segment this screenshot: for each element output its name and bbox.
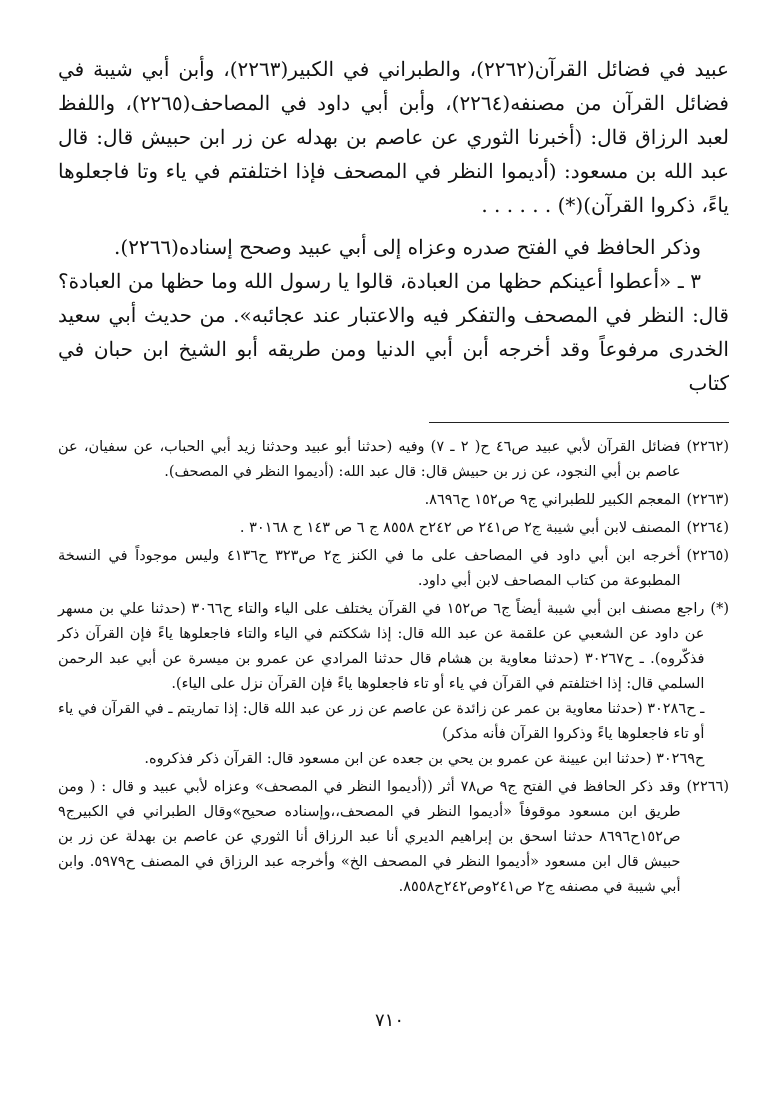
footnote-line: فضائل القرآن لأبي عبيد ص٤٦ ح( ٢ ـ ٧) وفيه (حدثنا أبو عبيد وحدثنا زيد أبي الحباب، عن سفيان، عن عاصم بن أبي النجود، عن زر بن حبيش قال: قال عبد الله: (أديموا النظر في المصحف). [58,439,681,480]
footnote-line: أخرجه ابن أبي داود في المصاحف على ما في الكنز ج٢ ص٣٢٣ ح٤١٣٦ وليس موجوداً في النسخة المطبوعة من كتاب المصاحف لابن أبي داود. [58,548,681,589]
footnote-number: (٢٢٦٤) [686,520,729,536]
footnote [58,435,729,485]
main-paragraph-3: ٣ ـ «أعطوا أعينكم حظها من العبادة، قالوا يا رسول الله وما حظها من العبادة؟ قال: النظر في المصحف والتفكر فيه والاعتبار عند عجائبه». من حديث أبي سعيد الخدرى مرفوعاً وقد أخرجه أبن أبي الدنيا ومن طريقه أبو الشيخ ابن حبان في كتاب [58,269,729,395]
footnote [58,488,729,513]
footnote-number: (*) [710,601,729,617]
footnotes [58,435,729,900]
footnote-number: (٢٢٦٦) [686,779,729,795]
paragraph-1-text: عبيد في فضائل القرآن(٢٢٦٢)، والطبراني في الكبير(٢٢٦٣)، وأبن أبي شيبة في فضائل القرآن من مصنفه(٢٢٦٤)، وأبن أبي داود في المصاحف(٢٢٦٥)، واللفظ لعبد الرزاق قال: (أخبرنا الثوري عن عاصم بن بهدله عن زر ابن حبيش قال: قال عبد الله بن مسعود: (أديموا النظر في المصحف فإذا اختلفتم في ياء وتا فاجعلوها ياءً، ذكروا القرآن)(*) [58,57,729,217]
ellipsis-dots: . . . . . . [481,193,552,217]
footnote-line: المصنف لابن أبي شيبة ج٢ ص٢٤١ ص ٢٤٢ح ٨٥٥٨ ج ٦ ص ١٤٣ ح ٣٠١٦٨ . [239,520,681,536]
footnote [58,544,729,594]
footnote [58,775,729,900]
footnote-line: ح٣٠٢٦٩ (حدثنا ابن عيينة عن عمرو بن يحي بن جعده عن ابن مسعود قال: القرآن ذكر فذكروه. [144,751,705,767]
footnote-line: راجع مصنف ابن أبي شيبة أيضاً ج٦ ص١٥٢ في القرآن يختلف على الياء والتاء ح٣٠٦٦ (حدثنا علي بن مسهر عن داود عن الشعبي عن علقمة عن عبد الله قال: إذا شككتم في الياء والتاء فاجعلوها ياءً فإن القرآن ذكر فذكّروه). ـ ح٣٠٢٦٧ (حدثنا معاوية بن هشام قال حدثنا المرادي عن عمرو بن ميسرة عن أبي عبد الرحمن السلمي قال: إذا اختلفتم في القرآن في ياء أو تاء فاجعلوها ياءً فإن القرآن نزل على الياء). [58,601,705,692]
footnote-line: المعجم الكبير للطبراني ج٩ ص١٥٢ ح٨٦٩٦. [424,492,681,508]
footnote-number: (٢٢٦٥) [686,548,729,564]
footnote-text [58,544,681,594]
footnote-number: (٢٢٦٢) [686,439,729,455]
footnote-text [58,488,681,513]
footnote [58,516,729,541]
footnote-number: (٢٢٦٣) [686,492,729,508]
main-paragraph-1 [58,52,729,222]
footnote-text [58,435,681,485]
footnote [58,597,729,772]
footnote-text [58,597,704,772]
footnote-text [58,775,681,900]
footnote-divider [429,422,729,423]
main-paragraph-2: وذكر الحافظ في الفتح صدره وعزاه إلى أبي عبيد وصحح إسناده(٢٢٦٦). [114,235,701,259]
page-number: ٧١٠ [374,1010,404,1031]
footnote-line: ـ ح٣٠٢٨٦ (حدثنا معاوية بن عمر عن زائدة عن عاصم عن زر عن عبد الله قال: إذا تماريتم ـ في القرآن في ياء أو تاء فاجعلوها ياءً وذكروا القرآن فأنه مذكر) [58,701,705,742]
footnote-line: وقد ذكر الحافظ في الفتح ج٩ ص٧٨ أثر ((أديموا النظر في المصحف» وعزاه لأبي عبيد و قال : ( ومن طريق ابن مسعود موقوفاً «أديموا النظر في المصحف،،وإسناده صحيح»وقال الطبراني في الكبيرج٩ ص١٥٢ح٨٦٩٦ حدثنا اسحق بن إبراهيم الديري أنا عبد الرزاق أنا الثوري عن عاصم بن بهدلة عن زر بن حبيش قال ابن مسعود «أديموا النظر في المصحف الخ» وأخرجه عبد الرزاق في المصنف ح٥٩٧٩. وابن أبي شيبة في مصنفه ج٢ ص٢٤١وص٢٤٢ح٨٥٥٨. [58,779,681,895]
footnote-text [58,516,681,541]
main-text [58,52,729,400]
